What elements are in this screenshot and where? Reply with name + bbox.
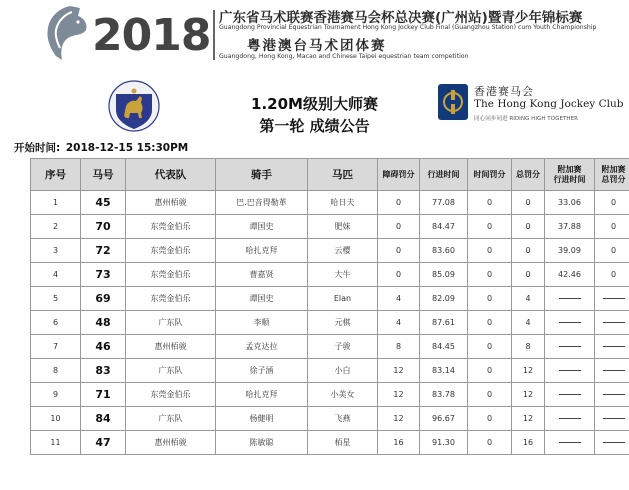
- cell-jo-faults: [595, 407, 629, 431]
- cell-total-faults: 0: [512, 215, 545, 239]
- empty-dash: [559, 322, 581, 323]
- empty-dash: [603, 394, 625, 395]
- empty-dash: [559, 346, 581, 347]
- empty-dash: [603, 370, 625, 371]
- column-header-text: 行进时间: [553, 174, 586, 184]
- round-title: 第一轮 成绩公告: [259, 117, 370, 135]
- cell-horse-no: 45: [81, 191, 126, 215]
- column-header-text: 序号: [45, 168, 66, 181]
- column-header-text: 障碍罚分: [382, 169, 415, 179]
- cell-horse-no: 73: [81, 263, 126, 287]
- cell-team: 东莞金伯乐: [126, 215, 216, 239]
- cell-total-faults: 0: [512, 239, 545, 263]
- column-header-horse-no: [81, 159, 126, 191]
- table-row: [31, 359, 629, 383]
- table-row: [31, 239, 629, 263]
- column-header-text: 马匹: [332, 168, 353, 181]
- cell-jo-faults: [595, 359, 629, 383]
- cell-jo-time: 42.46: [545, 263, 595, 287]
- cell-time-faults: 0: [468, 383, 512, 407]
- horse-head-logo-icon: [40, 4, 90, 62]
- column-header-jo-time: [545, 159, 595, 191]
- table-row: [31, 383, 629, 407]
- empty-dash: [559, 298, 581, 299]
- cell-jo-time: 37.88: [545, 215, 595, 239]
- column-header-total-faults: [512, 159, 545, 191]
- cell-obstacle-faults: 12: [378, 407, 420, 431]
- tournament-subtitle: Guangdong Provincial Equestrian Tournament Hong Kong Jockey Club Final (Guangzhou Station) cum Youth Championship: [219, 24, 597, 31]
- cell-jo-time: [545, 431, 595, 455]
- cell-horse: 子骏: [308, 335, 378, 359]
- cell-rider: 李顺: [216, 311, 308, 335]
- cell-horse: 飞燕: [308, 407, 378, 431]
- cell-rider: 徐子涵: [216, 359, 308, 383]
- start-time: [14, 140, 188, 155]
- column-header-text: 时间罚分: [473, 169, 506, 179]
- cell-jo-time: 33.06: [545, 191, 595, 215]
- cell-seq: 11: [31, 431, 81, 455]
- cell-time-faults: 0: [468, 359, 512, 383]
- cell-time-faults: 0: [468, 239, 512, 263]
- cell-team: 惠州栢骏: [126, 335, 216, 359]
- column-header-obstacle-faults: [378, 159, 420, 191]
- empty-dash: [603, 346, 625, 347]
- cell-time: 83.78: [420, 383, 468, 407]
- column-header-rider: [216, 159, 308, 191]
- cell-total-faults: 12: [512, 383, 545, 407]
- column-header-text: 骑手: [251, 168, 272, 181]
- cell-jo-time: [545, 359, 595, 383]
- cell-jo-time: [545, 335, 595, 359]
- cell-time: 91.30: [420, 431, 468, 455]
- cell-seq: 9: [31, 383, 81, 407]
- cell-jo-faults: 0: [595, 191, 629, 215]
- cell-rider: 谭国史: [216, 215, 308, 239]
- cell-rider: 曹嘉贤: [216, 263, 308, 287]
- sponsor-tagline: 同心同步同进 RIDING HIGH TOGETHER: [474, 116, 579, 122]
- event-header: [0, 0, 629, 74]
- cell-jo-time: [545, 287, 595, 311]
- cell-seq: 6: [31, 311, 81, 335]
- column-header-text: 总罚分: [601, 174, 626, 184]
- cell-time: 77.08: [420, 191, 468, 215]
- cell-team: 东莞金伯乐: [126, 383, 216, 407]
- table-body: [31, 191, 629, 455]
- empty-dash: [603, 298, 625, 299]
- cell-team: 东莞金伯乐: [126, 263, 216, 287]
- cell-obstacle-faults: 12: [378, 383, 420, 407]
- cell-time-faults: 0: [468, 407, 512, 431]
- empty-dash: [559, 370, 581, 371]
- cell-team: 广东队: [126, 407, 216, 431]
- cell-seq: 1: [31, 191, 81, 215]
- cell-horse-no: 71: [81, 383, 126, 407]
- cell-horse: 小美女: [308, 383, 378, 407]
- column-header-text: 行进时间: [427, 169, 460, 179]
- cell-obstacle-faults: 0: [378, 263, 420, 287]
- cell-total-faults: 0: [512, 191, 545, 215]
- column-header-text: 附加赛: [557, 164, 582, 174]
- column-header-seq: [31, 159, 81, 191]
- cell-horse-no: 83: [81, 359, 126, 383]
- empty-dash: [603, 322, 625, 323]
- cell-seq: 2: [31, 215, 81, 239]
- empty-dash: [603, 418, 625, 419]
- cell-rider: 杨健明: [216, 407, 308, 431]
- tournament-title: 广东省马术联赛香港赛马会杯总决赛(广州站)暨青少年锦标赛: [219, 10, 583, 26]
- column-header-jo-faults: [595, 159, 629, 191]
- cell-time: 82.09: [420, 287, 468, 311]
- table-row: [31, 335, 629, 359]
- column-header-horse: [308, 159, 378, 191]
- team-competition-title: 粤港澳台马术团体赛: [247, 38, 387, 54]
- cell-time: 83.14: [420, 359, 468, 383]
- cell-team: 惠州栢骏: [126, 431, 216, 455]
- cell-horse: 肥妹: [308, 215, 378, 239]
- column-header-text: 马号: [92, 168, 114, 181]
- cell-seq: 7: [31, 335, 81, 359]
- cell-obstacle-faults: 8: [378, 335, 420, 359]
- cell-horse-no: 48: [81, 311, 126, 335]
- empty-dash: [559, 442, 581, 443]
- cell-jo-faults: [595, 311, 629, 335]
- cell-time: 96.67: [420, 407, 468, 431]
- sponsor-name-cn: 香港赛马会: [474, 85, 534, 98]
- cell-horse: Elan: [308, 287, 378, 311]
- column-header-time-faults: [468, 159, 512, 191]
- cell-obstacle-faults: 4: [378, 311, 420, 335]
- cell-seq: 5: [31, 287, 81, 311]
- column-header-time: [420, 159, 468, 191]
- cell-time-faults: 0: [468, 191, 512, 215]
- cell-team: 惠州栢骏: [126, 191, 216, 215]
- cell-jo-faults: [595, 287, 629, 311]
- results-table: [30, 158, 629, 455]
- cell-jo-faults: [595, 431, 629, 455]
- cell-horse-no: 47: [81, 431, 126, 455]
- cell-rider: 巴.巴音得勒革: [216, 191, 308, 215]
- cell-time-faults: 0: [468, 287, 512, 311]
- team-competition-subtitle: Guangdong, Hong Kong, Macao and Chinese Taipei equestrian team competition: [219, 53, 469, 60]
- cell-jo-faults: [595, 335, 629, 359]
- empty-dash: [559, 418, 581, 419]
- cell-time: 85.09: [420, 263, 468, 287]
- cell-horse-no: 70: [81, 215, 126, 239]
- table-row: [31, 191, 629, 215]
- cell-seq: 3: [31, 239, 81, 263]
- cell-time-faults: 0: [468, 431, 512, 455]
- cell-horse-no: 84: [81, 407, 126, 431]
- cell-seq: 4: [31, 263, 81, 287]
- cell-total-faults: 8: [512, 335, 545, 359]
- cell-total-faults: 16: [512, 431, 545, 455]
- cell-horse: 栢星: [308, 431, 378, 455]
- cell-obstacle-faults: 12: [378, 359, 420, 383]
- cell-obstacle-faults: 16: [378, 431, 420, 455]
- cell-jo-faults: 0: [595, 215, 629, 239]
- sponsor-name-en: The Hong Kong Jockey Club: [474, 98, 624, 110]
- cell-team: 广东队: [126, 311, 216, 335]
- header-divider: [213, 10, 215, 60]
- cell-jo-faults: 0: [595, 263, 629, 287]
- cell-time-faults: 0: [468, 215, 512, 239]
- cell-horse-no: 69: [81, 287, 126, 311]
- cell-time-faults: 0: [468, 335, 512, 359]
- cell-horse: 哈日夫: [308, 191, 378, 215]
- cell-time-faults: 0: [468, 263, 512, 287]
- column-header-text: 代表队: [154, 168, 187, 181]
- cell-seq: 8: [31, 359, 81, 383]
- cell-horse-no: 72: [81, 239, 126, 263]
- cell-obstacle-faults: 0: [378, 215, 420, 239]
- cell-horse: 元棋: [308, 311, 378, 335]
- cell-team: 东莞金伯乐: [126, 287, 216, 311]
- start-time-label: 开始时间:: [14, 142, 61, 154]
- cell-rider: 陈敏聪: [216, 431, 308, 455]
- event-title: 1.20M级别大师赛: [251, 95, 378, 113]
- cell-total-faults: 12: [512, 359, 545, 383]
- cell-obstacle-faults: 4: [378, 287, 420, 311]
- column-header-text: 附加赛: [601, 164, 626, 174]
- cell-total-faults: 4: [512, 311, 545, 335]
- event-year: 2018: [92, 10, 211, 61]
- cell-total-faults: 4: [512, 287, 545, 311]
- empty-dash: [559, 394, 581, 395]
- cell-total-faults: 0: [512, 263, 545, 287]
- cell-rider: 谭国史: [216, 287, 308, 311]
- cell-horse-no: 46: [81, 335, 126, 359]
- cell-rider: 孟克达拉: [216, 335, 308, 359]
- cell-jo-time: [545, 407, 595, 431]
- cell-total-faults: 12: [512, 407, 545, 431]
- cell-time: 84.45: [420, 335, 468, 359]
- cell-seq: 10: [31, 407, 81, 431]
- table-row: [31, 431, 629, 455]
- cell-time: 83.60: [420, 239, 468, 263]
- cell-rider: 哈扎克拜: [216, 239, 308, 263]
- cell-jo-time: [545, 311, 595, 335]
- cell-horse: 大牛: [308, 263, 378, 287]
- table-row: [31, 311, 629, 335]
- column-header-team: [126, 159, 216, 191]
- cell-horse: 云樱: [308, 239, 378, 263]
- cell-team: 东莞金伯乐: [126, 239, 216, 263]
- cell-jo-faults: 0: [595, 239, 629, 263]
- start-time-value: 2018-12-15 15:30PM: [65, 142, 189, 154]
- cell-time: 84.47: [420, 215, 468, 239]
- cell-jo-faults: [595, 383, 629, 407]
- cell-time-faults: 0: [468, 311, 512, 335]
- table-row: [31, 287, 629, 311]
- cell-jo-time: 39.09: [545, 239, 595, 263]
- cell-rider: 哈扎克拜: [216, 383, 308, 407]
- table-header-row: [31, 159, 629, 191]
- table-row: [31, 407, 629, 431]
- cell-obstacle-faults: 0: [378, 191, 420, 215]
- column-header-text: 总罚分: [516, 169, 540, 179]
- cell-horse: 小白: [308, 359, 378, 383]
- table-row: [31, 263, 629, 287]
- cell-obstacle-faults: 0: [378, 239, 420, 263]
- cell-jo-time: [545, 383, 595, 407]
- cell-team: 广东队: [126, 359, 216, 383]
- cell-time: 87.61: [420, 311, 468, 335]
- empty-dash: [603, 442, 625, 443]
- table-row: [31, 215, 629, 239]
